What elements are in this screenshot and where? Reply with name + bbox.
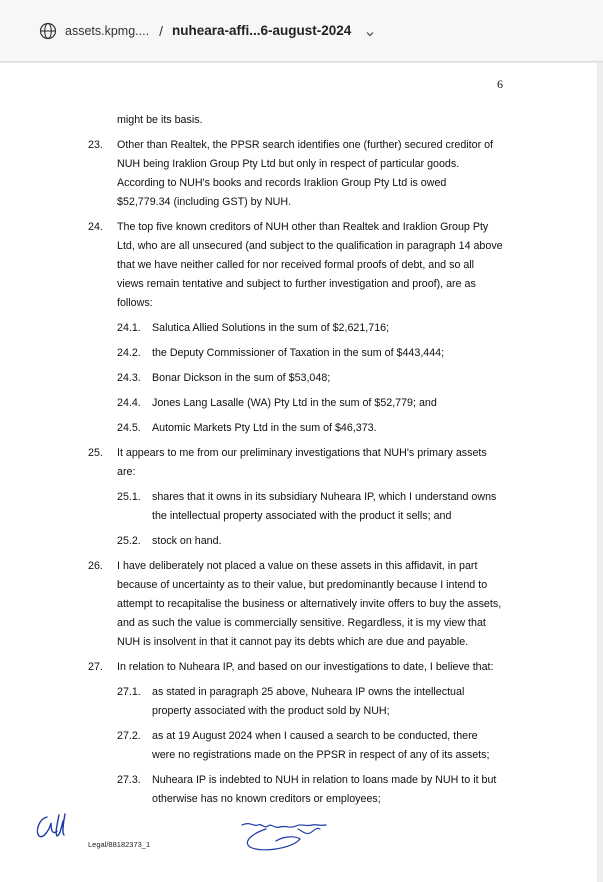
scroll-track[interactable] — [597, 63, 603, 882]
paragraph-continuation: might be its basis. — [117, 114, 203, 126]
breadcrumb-separator: / — [159, 22, 163, 39]
paragraph-line: Other than Realtek, the PPSR search identifies one (further) secured creditor of — [117, 139, 494, 151]
subparagraph-line: Bonar Dickson in the sum of $53,048; — [152, 372, 331, 384]
document-header-bar — [0, 0, 603, 62]
subparagraph-line: otherwise has no known creditors or employees; — [152, 793, 381, 805]
subparagraph-line: stock on hand. — [152, 535, 222, 547]
document-page — [0, 63, 597, 882]
paragraph-line: I have deliberately not placed a value on these assets in this affidavit, in part — [117, 560, 478, 572]
subparagraph-line: as at 19 August 2024 when I caused a search to be conducted, there — [152, 730, 478, 742]
subparagraph-line: property associated with the product sold by NUH; — [152, 705, 390, 717]
breadcrumb-site-link[interactable]: assets.kpmg.... — [65, 23, 150, 38]
paragraph-number: 27. — [88, 661, 103, 673]
paragraph-line: Ltd, who are all unsecured (and subject to the qualification in paragraph 14 above — [117, 240, 503, 252]
subparagraph-line: Nuheara IP is indebted to NUH in relation to loans made by NUH to it but — [152, 774, 497, 786]
paragraph-line: It appears to me from our preliminary investigations that NUH's primary assets — [117, 447, 487, 459]
subparagraph-line: the Deputy Commissioner of Taxation in the sum of $443,444; — [152, 347, 445, 359]
paragraph-number: 26. — [88, 560, 103, 572]
subparagraph-number: 24.3. — [117, 372, 141, 384]
globe-icon — [39, 22, 57, 40]
subparagraph-number: 27.2. — [117, 730, 141, 742]
paragraph-line: NUH being Iraklion Group Pty Ltd but only in respect of particular goods. — [117, 158, 460, 170]
paragraph-line: that we have neither called for nor received formal proofs of debt, and so all — [117, 259, 475, 271]
subparagraph-line: shares that it owns in its subsidiary Nuheara IP, which I understand owns — [152, 491, 497, 503]
document-reference-id: Legal/88182373_1 — [88, 840, 151, 849]
paragraph-number: 25. — [88, 447, 103, 459]
paragraph-line: and as such the value is commercially sensitive. Regardless, it is my view that — [117, 617, 486, 629]
subparagraph-number: 24.5. — [117, 422, 141, 434]
subparagraph-line: as stated in paragraph 25 above, Nuheara IP owns the intellectual — [152, 686, 465, 698]
subparagraph-line: Salutica Allied Solutions in the sum of $2,621,716; — [152, 322, 390, 334]
paragraph-line: According to NUH's books and records Iraklion Group Pty Ltd is owed — [117, 177, 447, 189]
paragraph-line: In relation to Nuheara IP, and based on our investigations to date, I believe that: — [117, 661, 494, 673]
paragraph-number: 23. — [88, 139, 103, 151]
subparagraph-line: the intellectual property associated with the product it sells; and — [152, 510, 452, 522]
subparagraph-number: 24.4. — [117, 397, 141, 409]
paragraph-line: $52,779.34 (including GST) by NUH. — [117, 196, 292, 208]
paragraph-line: views remain tentative and subject to further investigation and proof), are as — [117, 278, 476, 290]
witness-signature — [236, 815, 336, 858]
chevron-down-icon[interactable] — [365, 26, 375, 36]
paragraph-line: follows: — [117, 297, 153, 309]
subparagraph-number: 27.3. — [117, 774, 141, 786]
paragraph-line: are: — [117, 466, 136, 478]
paragraph-line: attempt to recapitalise the business or alternatively invite offers to buy the assets, — [117, 598, 502, 610]
subparagraph-number: 25.1. — [117, 491, 141, 503]
subparagraph-line: Automic Markets Pty Ltd in the sum of $46,373. — [152, 422, 377, 434]
subparagraph-number: 24.2. — [117, 347, 141, 359]
paragraph-line: The top five known creditors of NUH other than Realtek and Iraklion Group Pty — [117, 221, 489, 233]
paragraph-line: NUH is insolvent in that it cannot pay its debts which are due and payable. — [117, 636, 469, 648]
paragraph-line: because of uncertainty as to their value, but predominantly because I intend to — [117, 579, 488, 591]
subparagraph-line: were no registrations made on the PPSR in respect of any of its assets; — [152, 749, 490, 761]
subparagraph-number: 25.2. — [117, 535, 141, 547]
document-title[interactable]: nuheara-affi...6-august-2024 — [171, 23, 352, 38]
subparagraph-number: 24.1. — [117, 322, 141, 334]
paragraph-number: 24. — [88, 221, 103, 233]
subparagraph-line: Jones Lang Lasalle (WA) Pty Ltd in the sum of $52,779; and — [152, 397, 437, 409]
page-number: 6 — [497, 77, 503, 91]
subparagraph-number: 27.1. — [117, 686, 141, 698]
deponent-initials-signature — [33, 811, 83, 844]
